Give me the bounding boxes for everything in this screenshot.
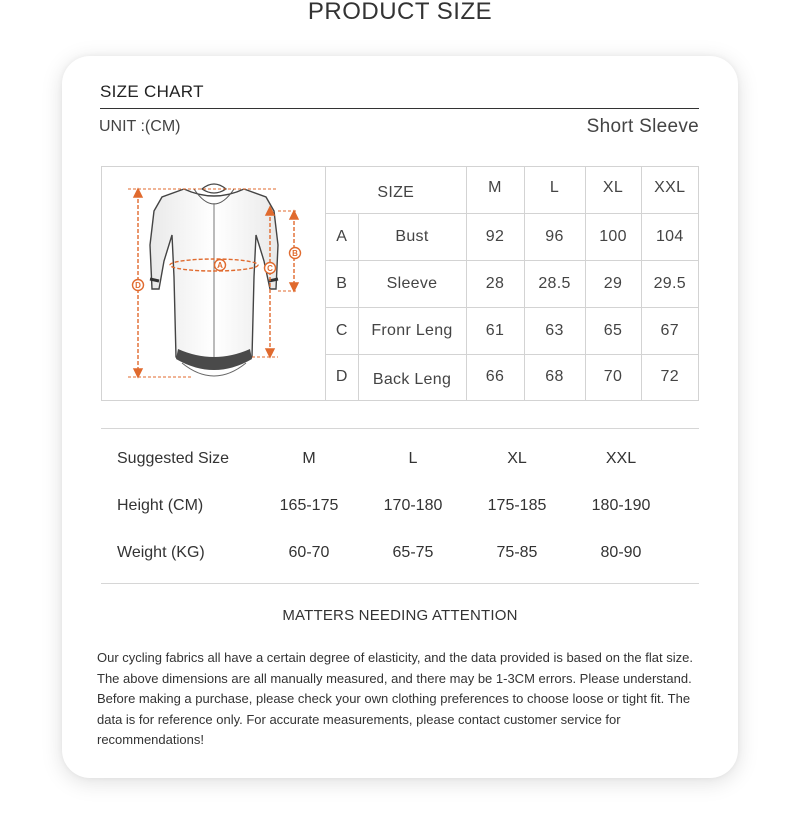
size-chart-title: SIZE CHART xyxy=(100,82,204,101)
height-value: 170-180 xyxy=(383,497,443,514)
row-value: 104 xyxy=(641,213,698,260)
sleeve-type-label: Short Sleeve xyxy=(586,116,699,137)
row-key: B xyxy=(326,260,358,307)
attention-title: MATTERS NEEDING ATTENTION xyxy=(282,607,518,624)
row-value: 65 xyxy=(585,307,641,354)
row-value: 68 xyxy=(524,354,585,400)
size-header-xxl: XXL xyxy=(641,167,698,213)
suggested-header-label: Suggested Size xyxy=(117,450,230,467)
size-header-row xyxy=(326,167,698,213)
suggested-height-row xyxy=(0,497,800,521)
size-row-sleeve xyxy=(326,260,698,307)
suggested-top-divider xyxy=(101,428,699,429)
row-value: 66 xyxy=(466,354,524,400)
size-row-front-length xyxy=(326,307,698,354)
row-value: 63 xyxy=(524,307,585,354)
marker-a xyxy=(215,260,226,271)
size-table-box xyxy=(101,166,699,401)
height-value: 165-175 xyxy=(279,497,339,514)
size-row-bust xyxy=(326,213,698,260)
row-value: 28 xyxy=(466,260,524,307)
weight-value: 65-75 xyxy=(392,544,434,561)
suggested-header-xl: XL xyxy=(507,450,527,467)
height-value: 175-185 xyxy=(487,497,547,514)
row-value: 72 xyxy=(641,354,698,400)
suggested-bottom-divider xyxy=(101,583,699,584)
size-header-label: SIZE xyxy=(326,167,466,213)
size-header-l: L xyxy=(524,167,585,213)
marker-d xyxy=(133,280,144,291)
weight-label: Weight (KG) xyxy=(117,544,205,561)
row-value: 67 xyxy=(641,307,698,354)
weight-value: 80-90 xyxy=(600,544,642,561)
attention-text: Our cycling fabrics all have a certain degree of elasticity, and the data provided is based on the flat size. The above dimensions are all manually measured, and there may be 1-3CM errors. Please understand. Before making a purchase, please check your own clothing preferences to choose loose or tight fit. The data is for reference only. For accurate measurements, please contact customer service for recommendations! xyxy=(97,650,693,747)
row-value: 70 xyxy=(585,354,641,400)
marker-b xyxy=(290,248,301,259)
row-value: 96 xyxy=(524,213,585,260)
marker-c xyxy=(265,263,276,274)
size-table xyxy=(326,167,698,400)
row-name: Fronr Leng xyxy=(358,307,466,354)
size-row-back-length xyxy=(326,354,698,400)
row-key: D xyxy=(326,354,358,400)
jersey-measurement-illustration xyxy=(102,167,326,400)
row-value: 29 xyxy=(585,260,641,307)
suggested-header-l: L xyxy=(408,450,418,467)
size-header-m: M xyxy=(466,167,524,213)
marker-d-label: D xyxy=(135,281,141,290)
weight-value: 75-85 xyxy=(496,544,538,561)
size-header-xl: XL xyxy=(585,167,641,213)
jersey-diagram xyxy=(102,167,326,400)
suggested-header-xxl: XXL xyxy=(605,450,637,467)
row-name: Sleeve xyxy=(358,260,466,307)
row-name: Bust xyxy=(358,213,466,260)
row-value: 29.5 xyxy=(641,260,698,307)
marker-b-label: B xyxy=(292,249,298,258)
row-value: 28.5 xyxy=(524,260,585,307)
row-key: C xyxy=(326,307,358,354)
row-name: Back Leng xyxy=(358,354,466,400)
page-title: PRODUCT SIZE xyxy=(307,0,493,25)
title-divider xyxy=(100,108,699,109)
row-value: 92 xyxy=(466,213,524,260)
height-label: Height (CM) xyxy=(117,497,204,514)
height-value: 180-190 xyxy=(591,497,651,514)
row-key: A xyxy=(326,213,358,260)
row-value: 100 xyxy=(585,213,641,260)
unit-label: UNIT :(CM) xyxy=(99,118,181,135)
row-value: 61 xyxy=(466,307,524,354)
weight-value: 60-70 xyxy=(288,544,330,561)
suggested-header-m: M xyxy=(302,450,316,467)
marker-c-label: C xyxy=(267,264,273,273)
suggested-weight-row xyxy=(0,544,800,568)
suggested-header-row xyxy=(0,450,800,474)
marker-a-label: A xyxy=(217,261,223,270)
